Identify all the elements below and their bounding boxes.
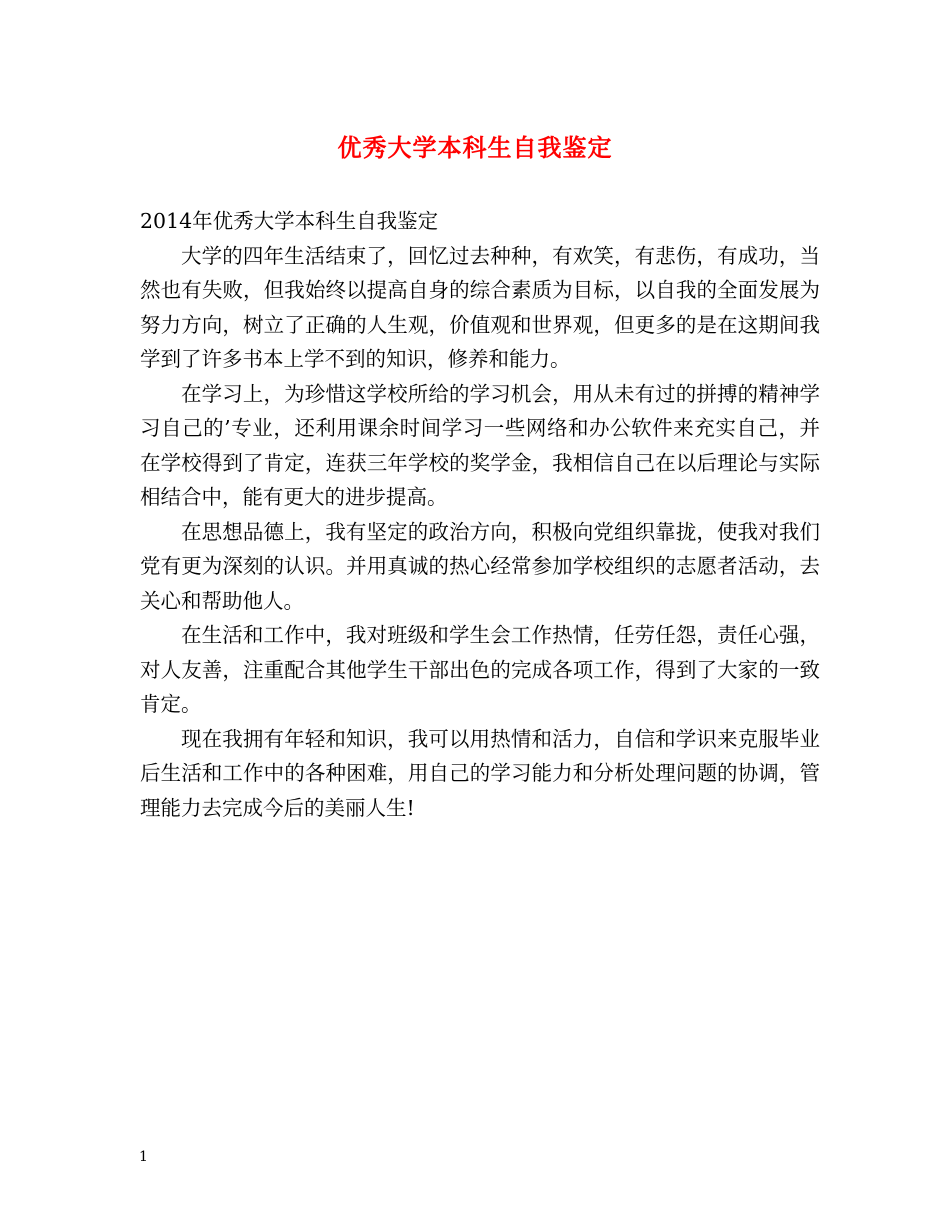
paragraph-3: 在思想品德上，我有坚定的政治方向，积极向党组织靠拢，使我对我们党有更为深刻的认识。并用真诚的热心经常参加学校组织的志愿者活动，去关心和帮助他人。 [140, 519, 820, 613]
paragraph-2: 在学习上，为珍惜这学校所给的学习机会，用从未有过的拼搏的精神学习自己的’专业，还利用课余时间学习一些网络和办公软件来充实自己，并在学校得到了肯定，连获三年学校的奖学金，我相信自己在以后理论与实际相结合中，能有更大的进步提高。 [140, 381, 820, 509]
paragraph-1: 大学的四年生活结束了，回忆过去种种，有欢笑，有悲伤，有成功，当然也有失败，但我始终以提高自身的综合素质为目标，以自我的全面发展为努力方向，树立了正确的人生观，价值观和世界观，但更多的是在这期间我学到了许多书本上学不到的知识，修养和能力。 [140, 243, 820, 371]
paragraph-4: 在生活和工作中，我对班级和学生会工作热情，任劳任怨，责任心强，对人友善，注重配合其他学生干部出色的完成各项工作，得到了大家的一致肯定。 [140, 623, 820, 716]
document-body [140, 204, 820, 825]
paragraph-5: 现在我拥有年轻和知识，我可以用热情和活力，自信和学识来克服毕业后生活和工作中的各种困难，用自己的学习能力和分析处理问题的协调，管理能力去完成今后的美丽人生! [140, 726, 820, 820]
document-title: 优秀大学本科生自我鉴定 [337, 133, 613, 162]
document-subheading: 2014年优秀大学本科生自我鉴定 [140, 209, 439, 233]
page-number: 1 [139, 1149, 148, 1165]
